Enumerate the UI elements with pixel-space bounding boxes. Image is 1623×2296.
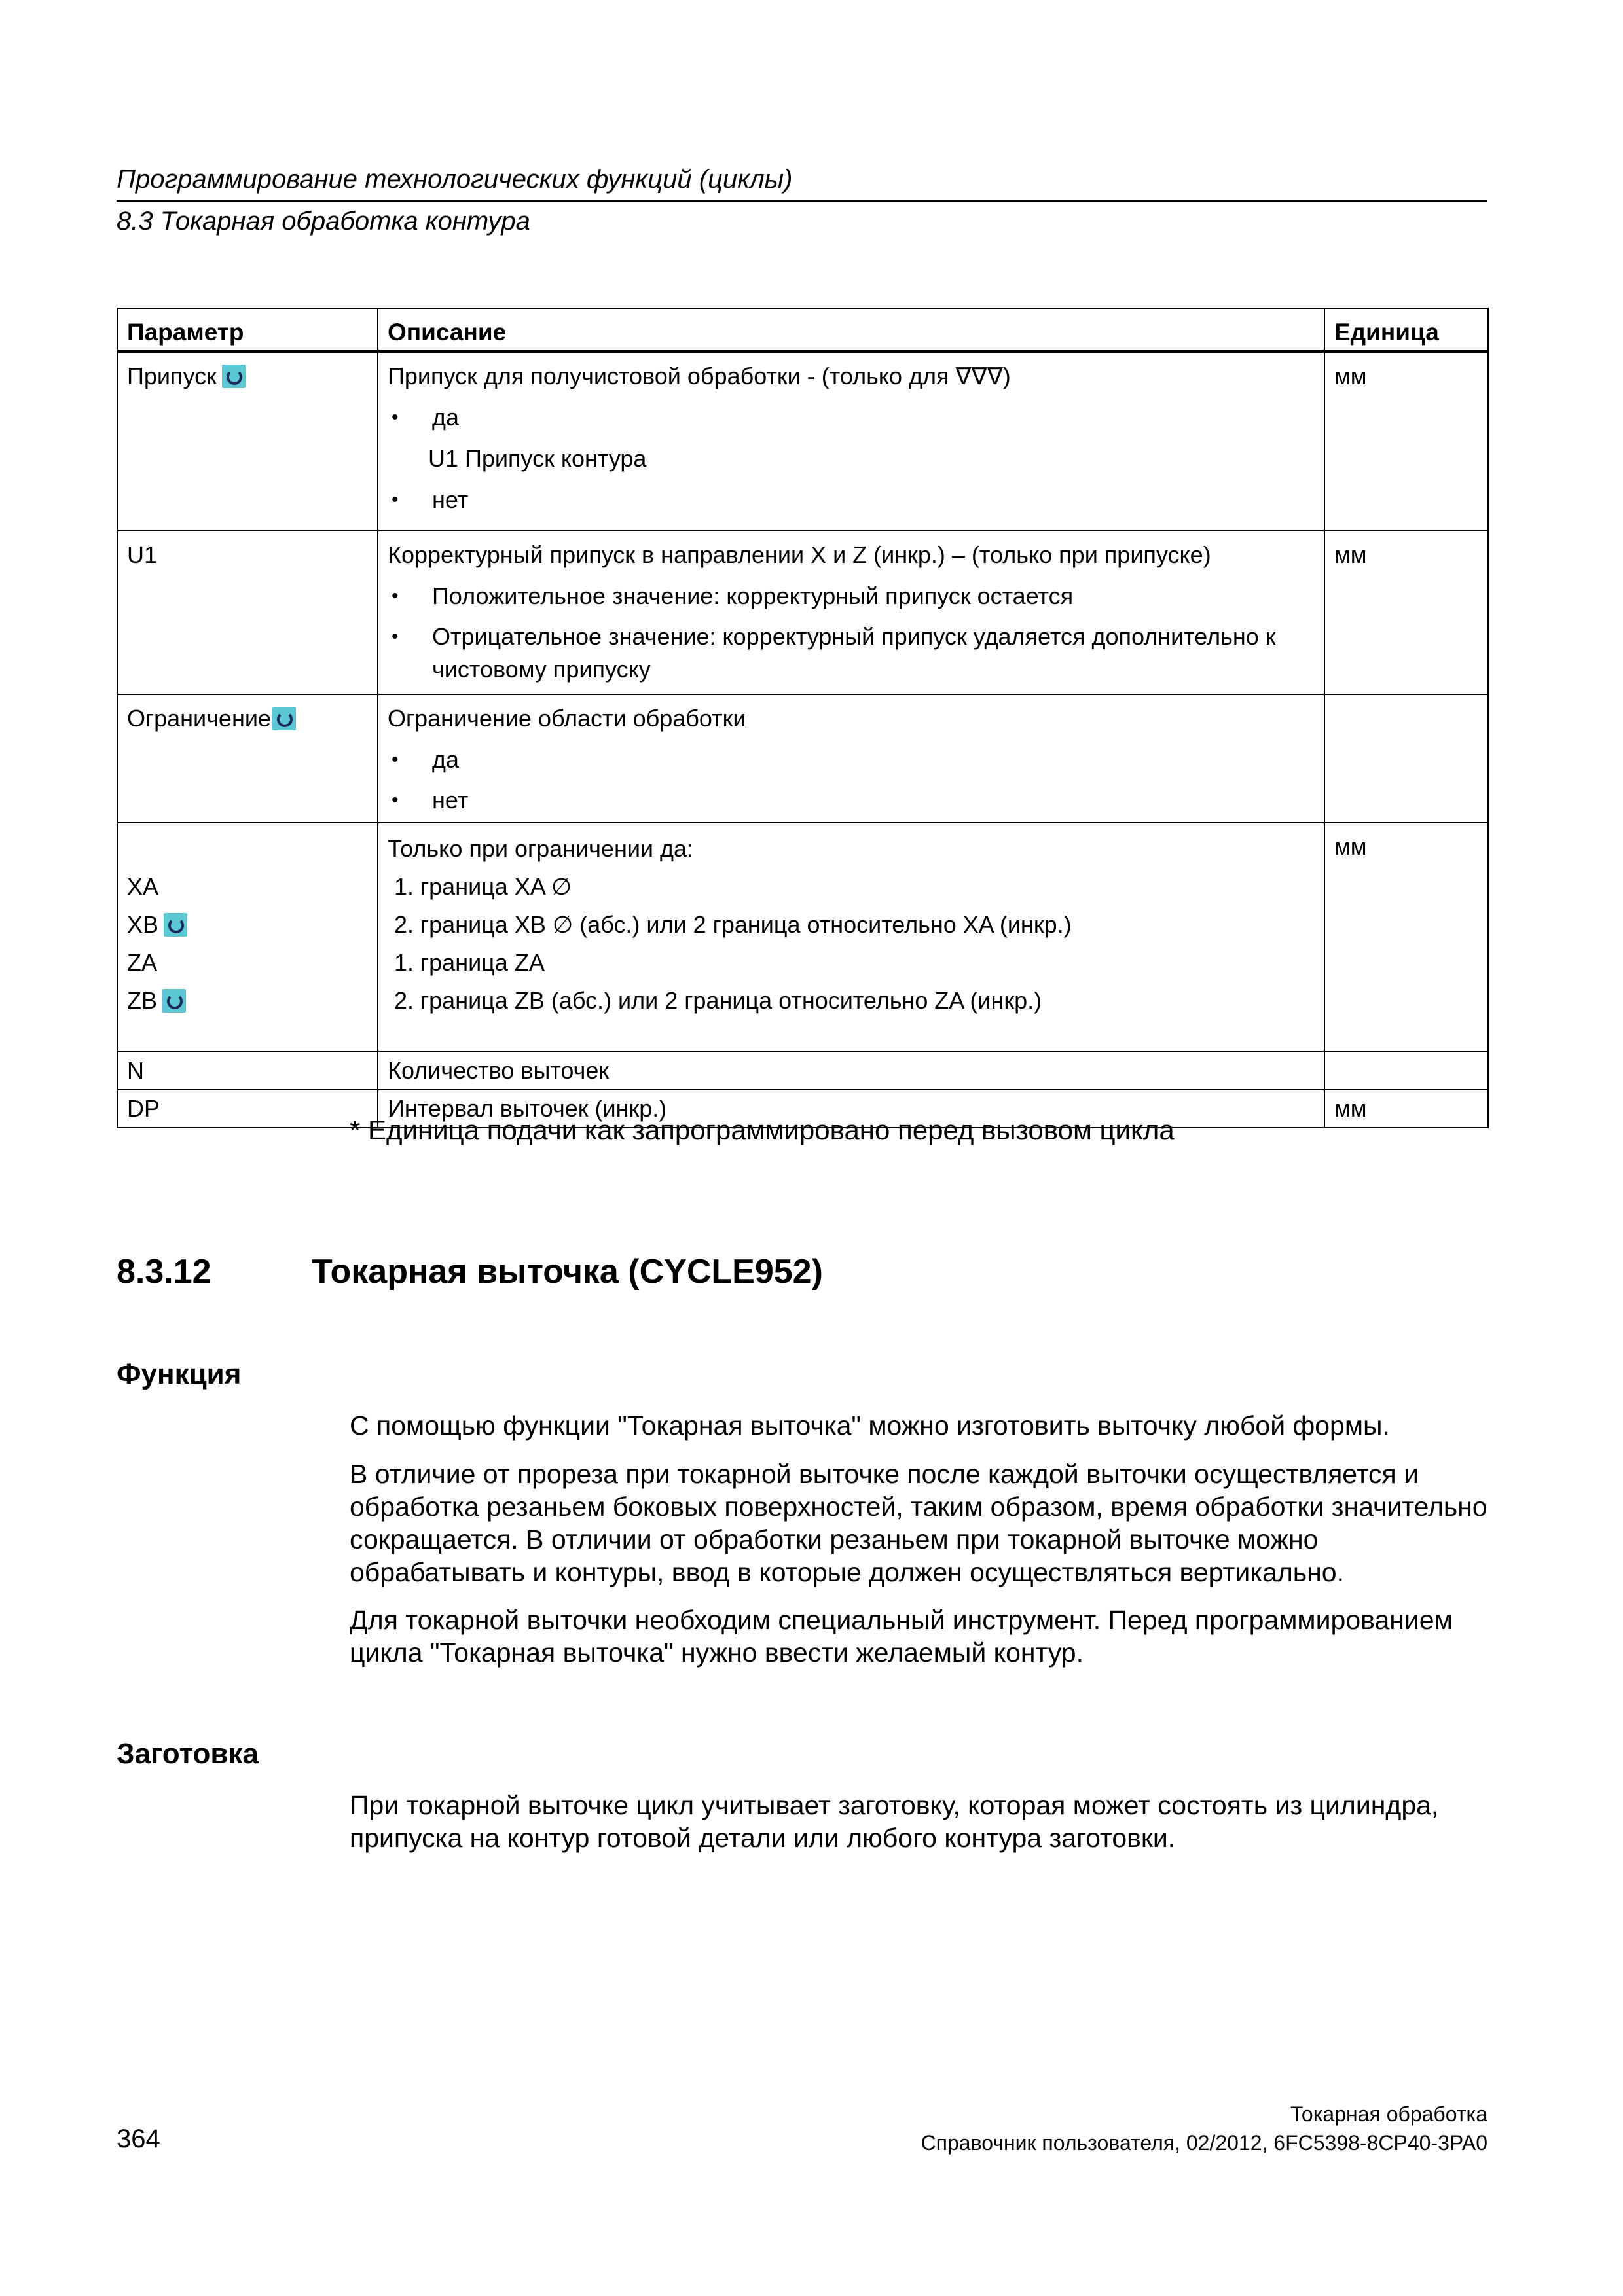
bullet-text: нет bbox=[432, 786, 469, 814]
function-paragraph-1: С помощью функции "Токарная выточка" можно изготовить выточку любой формы. bbox=[350, 1410, 1390, 1441]
cycle-icon bbox=[222, 365, 246, 388]
unit-cell: мм bbox=[1324, 531, 1488, 694]
param-cell: N bbox=[117, 1052, 378, 1090]
unit-cell: мм bbox=[1324, 351, 1488, 531]
desc-text: Корректурный припуск в направлении X и Z (инкр.) – (только при припуске) bbox=[388, 541, 1211, 568]
desc-cell bbox=[378, 694, 1324, 823]
param-label-row bbox=[127, 982, 368, 1020]
limit-line: 2. граница ZB (абс.) или 2 граница относительно ZA (инкр.) bbox=[394, 986, 1042, 1014]
running-header-chapter: Программирование технологических функций (циклы) bbox=[117, 165, 793, 194]
bullet-text: да bbox=[432, 404, 460, 431]
desc-cell bbox=[378, 351, 1324, 531]
parameter-table bbox=[117, 308, 1489, 1128]
footer-reference: Справочник пользователя, 02/2012, 6FC5398-8CP40-3PA0 bbox=[921, 2131, 1487, 2155]
bullet-dot: • bbox=[392, 789, 399, 811]
param-cell bbox=[117, 694, 378, 823]
limit-line: 2. граница XB ∅ (абс.) или 2 граница относительно XA (инкр.) bbox=[394, 910, 1072, 938]
header-desc: Описание bbox=[378, 308, 1324, 351]
bullet-text: Отрицательное значение: корректурный припуск удаляется дополнительно к чистовому припуску bbox=[432, 622, 1276, 683]
param-cell bbox=[117, 351, 378, 531]
param-label: Припуск bbox=[127, 363, 217, 389]
cycle-icon bbox=[162, 989, 186, 1013]
blank-paragraph: При токарной выточке цикл учитывает заготовку, которая может состоять из цилиндра, припуска на контур готовой детали или любого контура заготовки. bbox=[350, 1790, 1439, 1853]
header-rule bbox=[117, 200, 1487, 202]
table-row bbox=[117, 823, 1488, 1052]
param-label-row bbox=[127, 906, 368, 944]
bullet-item bbox=[388, 784, 1315, 817]
desc-cell bbox=[378, 823, 1324, 1052]
bullet-dot: • bbox=[392, 489, 399, 511]
bullet-dot: • bbox=[392, 748, 399, 770]
blank-heading: Заготовка bbox=[117, 1738, 259, 1770]
limit-line: 1. граница ZA bbox=[394, 948, 545, 976]
bullet-item bbox=[388, 744, 1315, 776]
param-label: Ограничение bbox=[127, 704, 271, 732]
feed-unit-note: * Единица подачи как запрограммировано перед вызовом цикла bbox=[350, 1115, 1175, 1145]
bullet-item bbox=[388, 484, 1315, 516]
header-unit: Единица bbox=[1324, 308, 1488, 351]
bullet-dot: • bbox=[392, 625, 399, 647]
function-heading: Функция bbox=[117, 1358, 242, 1390]
table-row bbox=[117, 694, 1488, 823]
function-paragraph-2: В отличие от прореза при токарной выточке после каждой выточки осуществляется и обработка резаньем боковых поверхностей, таким образом, время обработки значительно сокращается. В отличии от обработки резаньем при токарной выточке можно обрабатывать и контуры, ввод в которые должен осуществляться вертикально. bbox=[350, 1459, 1487, 1587]
section-title: Токарная выточка (CYCLE952) bbox=[312, 1253, 823, 1291]
desc-cell bbox=[378, 531, 1324, 694]
desc-text: Только при ограничении да: bbox=[388, 834, 694, 862]
page-number: 364 bbox=[117, 2125, 160, 2153]
param-cell: DP bbox=[117, 1090, 378, 1128]
limit-line: 1. граница XA ∅ bbox=[394, 872, 572, 900]
table-row bbox=[117, 531, 1488, 694]
desc-text: Ограничение области обработки bbox=[388, 704, 746, 732]
footer-title: Токарная обработка bbox=[1290, 2102, 1487, 2126]
desc-text: Припуск для получистовой обработки - (только для ∇∇∇) bbox=[388, 363, 1011, 389]
param-label: ZA bbox=[127, 948, 158, 976]
running-header-section: 8.3 Токарная обработка контура bbox=[117, 207, 530, 236]
indented-text: U1 Припуск контура bbox=[428, 445, 647, 472]
desc-cell: Интервал выточек (инкр.) bbox=[378, 1090, 1324, 1128]
param-label: XA bbox=[127, 872, 159, 900]
function-paragraph-3: Для токарной выточки необходим специальный инструмент. Перед программированием цикла "Токарная выточка" нужно ввести желаемый контур. bbox=[350, 1605, 1453, 1668]
table-row bbox=[117, 351, 1488, 531]
cycle-icon bbox=[272, 707, 296, 730]
bullet-dot: • bbox=[392, 584, 399, 607]
bullet-text: да bbox=[432, 745, 460, 773]
cycle-icon bbox=[164, 913, 187, 937]
bullet-text: Положительное значение: корректурный припуск остается bbox=[432, 582, 1074, 609]
param-cell: U1 bbox=[117, 531, 378, 694]
param-label: XB bbox=[127, 910, 159, 938]
bullet-dot: • bbox=[392, 406, 399, 428]
table-row bbox=[117, 1052, 1488, 1090]
bullet-item bbox=[388, 401, 1315, 434]
unit-cell: мм bbox=[1324, 823, 1488, 1052]
bullet-item bbox=[388, 620, 1315, 686]
section-number: 8.3.12 bbox=[117, 1253, 211, 1291]
header-param: Параметр bbox=[117, 308, 378, 351]
unit-cell bbox=[1324, 694, 1488, 823]
unit-cell bbox=[1324, 1052, 1488, 1090]
param-cell bbox=[117, 823, 378, 1052]
unit-cell: мм bbox=[1324, 1090, 1488, 1128]
param-spacer bbox=[127, 830, 368, 868]
param-label: ZB bbox=[127, 986, 158, 1014]
bullet-text: нет bbox=[432, 486, 469, 513]
table-header-row bbox=[117, 308, 1488, 351]
bullet-item bbox=[388, 580, 1315, 613]
desc-cell: Количество выточек bbox=[378, 1052, 1324, 1090]
